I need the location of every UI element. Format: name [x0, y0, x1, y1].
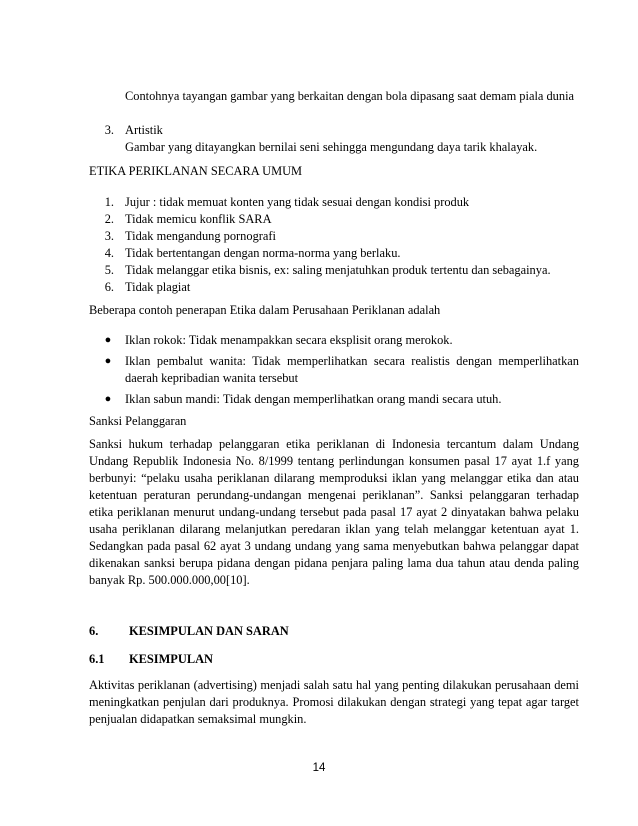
section-heading: ETIKA PERIKLANAN SECARA UMUM — [89, 164, 303, 178]
page-number: 14 — [312, 762, 326, 774]
paragraph-intro: Beberapa contoh penerapan Etika dalam Perusahaan Periklanan adalah — [89, 303, 441, 317]
list-item: Tidak plagiat — [125, 280, 191, 294]
bullet-icon: ● — [104, 393, 112, 405]
list-item-number: 2. — [104, 212, 114, 226]
kesimpulan-paragraph: Aktivitas periklanan (advertising) menjadi salah satu hal yang penting dilakukan perusahaan demi meningkatkan penjulan dari produknya. Promosi dilakukan dengan strategi yang tepat agar target penjualan didapatkan semaksimal mungkin. — [89, 678, 579, 726]
list-item-number: 4. — [104, 246, 114, 260]
example-text: Contohnya tayangan gambar yang berkaitan dengan bola dipasang saat demam piala dunia — [125, 89, 575, 103]
list-item-number: 3. — [104, 229, 114, 243]
list-item: Tidak mengandung pornografi — [125, 229, 276, 243]
list-item-description: Gambar yang ditayangkan bernilai seni sehingga mengundang daya tarik khalayak. — [125, 140, 538, 154]
list-item-number: 3. — [104, 123, 114, 137]
bullet-item: Iklan rokok: Tidak menampakkan secara eksplisit orang merokok. — [125, 333, 453, 347]
list-item-number: 1. — [104, 195, 114, 209]
list-item-title: Artistik — [125, 123, 163, 137]
bullet-item: Iklan pembalut wanita: Tidak memperlihatkan secara realistis dengan memperlihatkan daerah kepribadian wanita tersebut — [125, 354, 579, 385]
bullet-icon: ● — [104, 355, 112, 367]
list-item-number: 5. — [104, 263, 114, 277]
bullet-item: Iklan sabun mandi: Tidak dengan memperlihatkan orang mandi secara utuh. — [125, 392, 502, 406]
section-number: 6. — [89, 624, 99, 638]
bullet-icon: ● — [104, 334, 112, 346]
list-item: Tidak melanggar etika bisnis, ex: saling menjatuhkan produk tertentu dan sebagainya. — [125, 263, 551, 277]
list-item-number: 6. — [104, 280, 114, 294]
list-item: Tidak memicu konflik SARA — [125, 212, 272, 226]
subsection-title: KESIMPULAN — [129, 652, 213, 666]
list-item: Tidak bertentangan dengan norma-norma yang berlaku. — [125, 246, 401, 260]
subsection-heading: Sanksi Pelanggaran — [89, 414, 187, 428]
list-item: Jujur : tidak memuat konten yang tidak sesuai dengan kondisi produk — [125, 195, 470, 209]
sanksi-paragraph: Sanksi hukum terhadap pelanggaran etika periklanan di Indonesia tercantum dalam Undang Undang Republik Indonesia No. 8/1999 tentang perlindungan konsumen pasal 17 ayat 1.f yang berbunyi: “pelaku usaha periklanan dilarang memproduksi iklan yang melanggar etika dan atau ketentuan peraturan perundang-undangan mengenai periklanan”. Sanksi pelanggaran terhadap etika periklanan menurut undang-undang tersebut pada pasal 17 ayat 2 dinyatakan bahwa pelaku usaha periklanan dilarang melanjutkan peredaran iklan yang telah melanggar ketentuan ayat 1. Sedangkan pada pasal 62 ayat 3 undang undang yang sama menyebutkan bahwa pelanggar dapat dikenakan sanksi berupa pidana dengan pidana penjara paling lama dua tahun atau denda paling banyak Rp. 500.000.000,00[10]. — [89, 437, 579, 587]
subsection-number: 6.1 — [89, 652, 105, 666]
section-title: KESIMPULAN DAN SARAN — [129, 624, 289, 638]
